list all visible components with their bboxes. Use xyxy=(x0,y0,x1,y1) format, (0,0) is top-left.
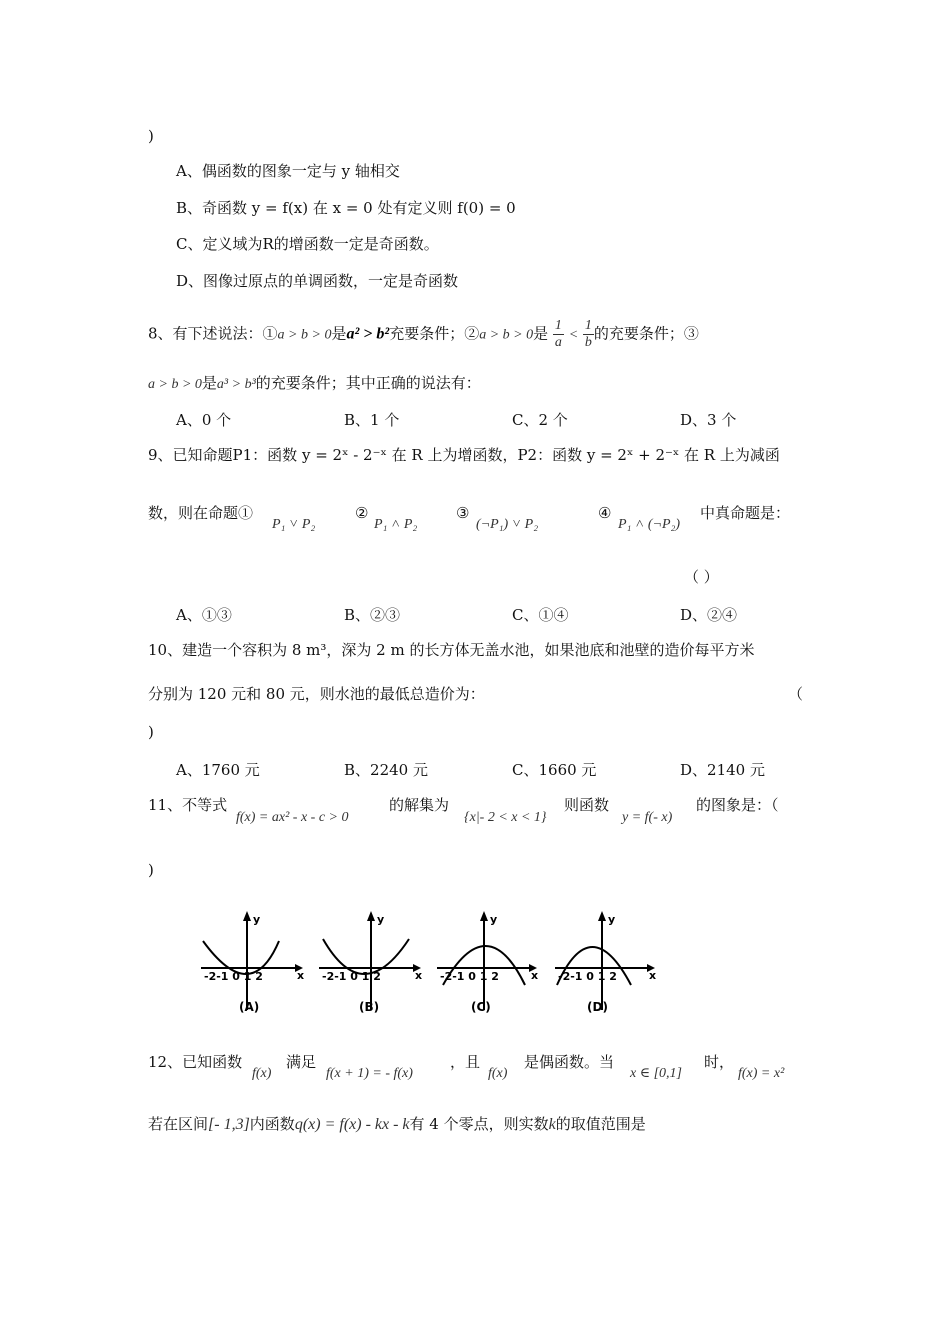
q12-text-a: 12、已知函数 xyxy=(148,1053,243,1071)
q12-expr-fx-squared: f(x) = x² xyxy=(738,1066,785,1081)
q10-option-c: C、1660 元 xyxy=(512,761,597,779)
q10-paren-open: （ xyxy=(788,685,804,703)
q12-text-e: 时， xyxy=(704,1053,735,1071)
graph-c xyxy=(437,911,538,1014)
graph-label-a: (A) xyxy=(239,1000,260,1014)
q9-option-d: D、②④ xyxy=(680,606,738,624)
q7-option-b: B、奇函数 y = f(x) 在 x = 0 处有定义则 f(0) = 0 xyxy=(176,199,516,217)
q8-text: 的充要条件；③ xyxy=(593,324,699,343)
q11-expr-2: {x|- 2 < x < 1} xyxy=(464,810,547,825)
x-axis-label: x xyxy=(531,969,539,982)
q9-expr-2: P₁ ˄ P₂ xyxy=(374,517,418,532)
frac-den: a xyxy=(554,335,562,350)
q9-option-a: A、①③ xyxy=(176,606,232,624)
q12-expr-k: k xyxy=(548,1116,556,1133)
q8-option-a: A、0 个 xyxy=(176,411,232,429)
graph-label-d: (D) xyxy=(587,1000,608,1014)
q12-expr-interval: x ∈ [0,1] xyxy=(630,1066,682,1081)
q7-option-d: D、图像过原点的单调函数，一定是奇函数 xyxy=(176,272,459,290)
x-axis-label: x xyxy=(415,969,423,982)
tick-labels: -2-1 0 1 2 xyxy=(558,970,617,983)
q8-expr: a > b > 0 xyxy=(148,377,202,392)
q9-text-true-prop: 中真命题是： xyxy=(700,504,791,522)
q8-fraction-1-over-b xyxy=(583,318,594,351)
q8-expr: a > b > 0 xyxy=(479,327,534,343)
q9-expr-3: (¬P₁) ˅ P₂ xyxy=(476,517,539,532)
graph-a xyxy=(201,911,304,1014)
q11-text-b: 的解集为 xyxy=(389,796,450,814)
q8-expr: a³ > b³ xyxy=(216,377,256,392)
q8-expr: a² > b² xyxy=(346,325,390,343)
y-axis-label: y xyxy=(377,913,385,926)
tick-labels: -2-1 0 1 2 xyxy=(204,970,263,983)
q9-stem-line1: 9、已知命题P1：函数 y = 2ˣ - 2⁻ˣ 在 R 上为增函数，P2：函数 y = 2ˣ + 2⁻ˣ 在 R 上为减函 xyxy=(148,446,780,464)
q8-stem-line2 xyxy=(148,373,481,395)
q8-text: 8、有下述说法：① xyxy=(148,324,278,343)
q8-stem-line1 xyxy=(148,318,699,351)
q12-expr-fx: f(x) xyxy=(252,1066,272,1081)
y-axis-label: y xyxy=(490,913,498,926)
q7-option-c: C、定义域为R的增函数一定是奇函数。 xyxy=(176,235,439,253)
x-axis-label: x xyxy=(649,969,657,982)
q10-stem-line1: 10、建造一个容积为 8 m³，深为 2 m 的长方体无盖水池，如果池底和池壁的造价每平方米 xyxy=(148,641,755,659)
q10-stem-line2: 分别为 120 元和 80 元，则水池的最低总造价为： xyxy=(148,685,485,703)
q12-text-c: ，且 xyxy=(450,1053,481,1071)
q11-text-d: 的图象是：（ xyxy=(696,796,779,814)
q8-text: 是 xyxy=(331,324,347,343)
q11-graphs xyxy=(195,905,665,1020)
q8-text: 是 xyxy=(533,324,549,343)
frac-den: b xyxy=(584,335,592,350)
q12-expr-range: [- 1,3] xyxy=(208,1116,250,1133)
q12-stem-line2 xyxy=(148,1114,646,1135)
q10-option-a: A、1760 元 xyxy=(176,761,260,779)
q12-text-b: 满足 xyxy=(286,1053,317,1071)
q9-circled-3: ③ xyxy=(456,504,470,522)
q12-expr-fx-2: f(x) xyxy=(488,1066,508,1081)
q12-text-d: 是偶函数。当 xyxy=(524,1053,615,1071)
q12-text: 有 4 个零点，则实数 xyxy=(409,1115,549,1133)
q12-text: 的取值范围是 xyxy=(555,1115,646,1133)
graph-label-c: (C) xyxy=(471,1000,491,1014)
q9-answer-paren: （ ） xyxy=(684,568,719,586)
q9-circled-2: ② xyxy=(355,504,369,522)
q7-option-a: A、偶函数的图象一定与 y 轴相交 xyxy=(176,162,400,180)
q11-expr-1: f(x) = ax² - x - c > 0 xyxy=(236,810,349,825)
q10-option-b: B、2240 元 xyxy=(344,761,428,779)
q8-option-c: C、2 个 xyxy=(512,411,568,429)
q10-option-d: D、2140 元 xyxy=(680,761,765,779)
q8-option-b: B、1 个 xyxy=(344,411,400,429)
continuation-paren: ) xyxy=(148,127,154,145)
q12-expr-recurrence: f(x + 1) = - f(x) xyxy=(326,1066,413,1081)
q9-stem-line2 xyxy=(148,503,253,539)
q8-text: 是 xyxy=(201,374,217,392)
q12-text: 内函数 xyxy=(249,1115,295,1133)
tick-labels: -2-1 0 1 2 xyxy=(440,970,499,983)
q9-option-b: B、②③ xyxy=(344,606,401,624)
q9-option-c: C、①④ xyxy=(512,606,569,624)
q9-circled-4: ④ xyxy=(598,504,612,522)
q11-text-a: 11、不等式 xyxy=(148,796,228,814)
q10-paren-close: ) xyxy=(148,723,154,741)
graph-d xyxy=(555,911,656,1014)
graph-b xyxy=(319,911,422,1014)
q11-expr-3: y = f(- x) xyxy=(622,810,673,825)
y-axis-label: y xyxy=(608,913,616,926)
q12-text: 若在区间 xyxy=(148,1115,209,1133)
graph-label-b: (B) xyxy=(359,1000,380,1014)
q8-fraction-1-over-a xyxy=(553,318,564,351)
q8-text: 充要条件；② xyxy=(389,324,480,343)
x-axis-label: x xyxy=(297,969,305,982)
frac-num: 1 xyxy=(554,318,562,333)
tick-labels: -2-1 0 1 2 xyxy=(322,970,381,983)
q9-expr-1: P₁ ˅ P₂ xyxy=(272,517,316,532)
frac-num: 1 xyxy=(584,318,592,333)
q11-text-c: 则函数 xyxy=(564,796,610,814)
q8-text: 的充要条件；其中正确的说法有： xyxy=(255,374,481,392)
y-axis-label: y xyxy=(253,913,261,926)
q12-expr-q: q(x) = f(x) - kx - k xyxy=(294,1116,410,1133)
q9-expr-4: P₁ ˄ (¬P₂) xyxy=(618,517,681,532)
q8-lt: < xyxy=(568,327,579,343)
q9-text: 数，则在命题① xyxy=(148,504,254,522)
q11-paren-close: ) xyxy=(148,861,154,879)
q8-option-d: D、3 个 xyxy=(680,411,737,429)
q8-expr: a > b > 0 xyxy=(277,327,332,343)
